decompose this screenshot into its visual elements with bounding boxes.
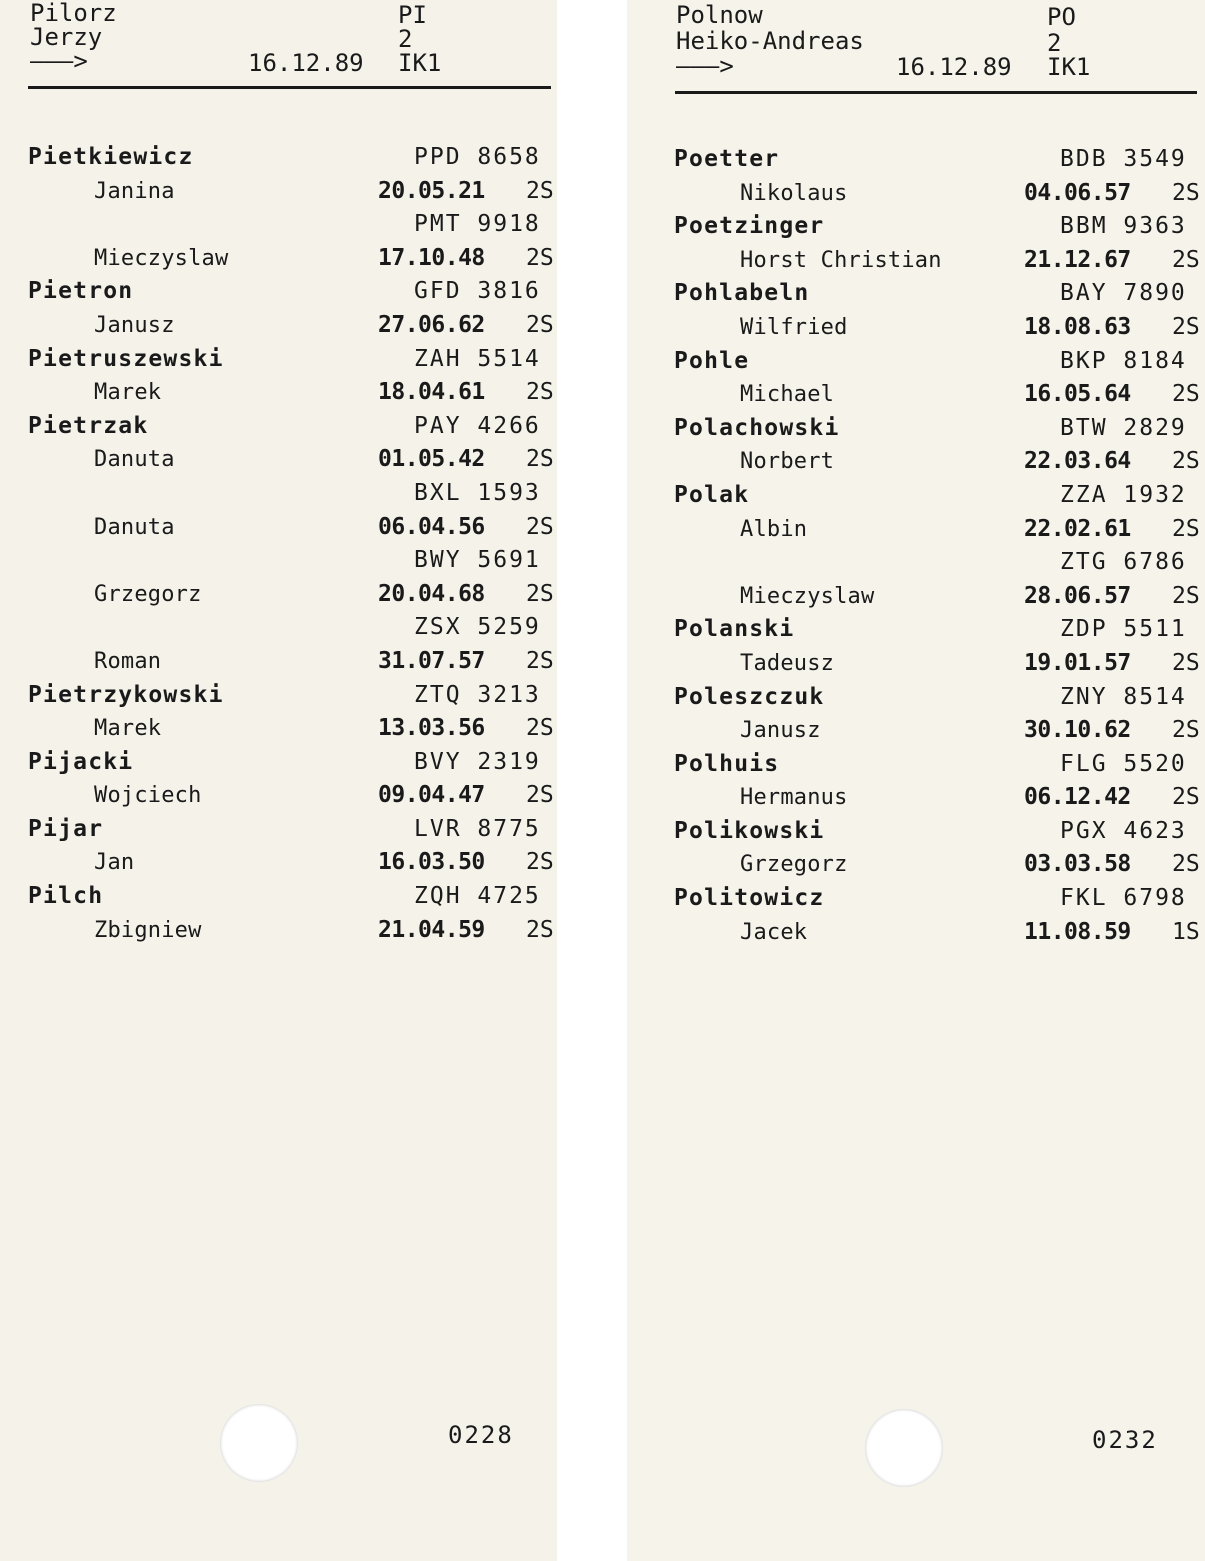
entry-surname: Pohle	[674, 347, 750, 374]
entry-flag: 2S	[1172, 717, 1200, 744]
entry-row	[674, 580, 1205, 614]
entry-surname: Pilch	[28, 883, 104, 910]
entry-date: 22.03.64	[1024, 448, 1131, 475]
entry-row	[674, 513, 1205, 547]
entry-code: BDB 3549	[1060, 146, 1187, 172]
index-slip-right	[627, 0, 1205, 1561]
entry-row	[674, 748, 1205, 782]
entry-code: FKL 6798	[1060, 885, 1187, 912]
entry-code: PPD 8658	[414, 144, 541, 170]
entry-flag: 2S	[1172, 582, 1200, 609]
entry-flag: 2S	[526, 715, 554, 742]
entry-code: BVY 2319	[414, 748, 541, 775]
entry-row	[28, 242, 557, 276]
entry-given-name: Hermanus	[740, 785, 848, 811]
entry-row	[28, 477, 557, 511]
header-given-name: Heiko-Andreas	[676, 27, 864, 55]
entry-given-name: Albin	[740, 516, 808, 542]
entry-row	[28, 309, 557, 343]
entry-row	[674, 378, 1205, 412]
entry-code: PGX 4623	[1060, 817, 1187, 844]
entry-code: ZNY 8514	[1060, 683, 1187, 710]
entry-code: ZTG 6786	[1060, 549, 1187, 576]
entry-row	[674, 244, 1205, 278]
entry-surname: Poleszczuk	[674, 683, 825, 710]
entry-row	[674, 613, 1205, 647]
entry-date: 27.06.62	[378, 311, 485, 338]
entry-surname: Pijar	[28, 815, 104, 842]
entry-date: 09.04.47	[378, 782, 485, 809]
entry-given-name: Danuta	[94, 447, 175, 473]
entry-row	[674, 681, 1205, 715]
header-surname: Polnow	[676, 1, 763, 29]
entry-date: 06.04.56	[378, 513, 485, 540]
entry-date: 16.03.50	[378, 849, 485, 876]
entry-given-name: Wilfried	[740, 314, 848, 340]
entry-given-name: Janusz	[94, 312, 175, 338]
entry-row	[28, 712, 557, 746]
entry-row	[674, 277, 1205, 311]
entry-flag: 2S	[1172, 313, 1200, 340]
entry-date: 22.02.61	[1024, 515, 1131, 542]
entry-given-name: Marek	[94, 716, 162, 742]
entry-flag: 2S	[526, 849, 554, 876]
entry-date: 18.04.61	[378, 379, 485, 406]
entry-date: 13.03.56	[378, 715, 485, 742]
entry-flag: 2S	[526, 580, 554, 607]
header-code-mid: 2	[1047, 29, 1062, 57]
entry-date: 18.08.63	[1024, 313, 1131, 340]
entry-date: 01.05.42	[378, 446, 485, 473]
entry-flag: 2S	[1172, 381, 1200, 408]
entry-code: ZZA 1932	[1060, 481, 1187, 508]
entry-row	[28, 846, 557, 880]
entry-code: ZDP 5511	[1060, 616, 1187, 643]
header-date: 16.12.89	[896, 53, 1012, 81]
header-surname: Pilorz	[30, 0, 117, 27]
entry-row	[28, 544, 557, 578]
header-code-bottom: IK1	[398, 49, 442, 77]
entry-code: BKP 8184	[1060, 347, 1187, 374]
entry-row	[674, 546, 1205, 580]
entry-date: 21.04.59	[378, 916, 485, 943]
entry-date: 20.05.21	[378, 177, 485, 204]
entry-row	[28, 376, 557, 410]
entry-given-name: Jacek	[740, 919, 808, 945]
header-code-bottom: IK1	[1047, 53, 1091, 81]
entry-code: GFD 3816	[414, 278, 541, 305]
slip-number: 0228	[448, 1421, 514, 1449]
entry-row	[28, 813, 557, 847]
entry-row	[674, 345, 1205, 379]
entry-row	[28, 511, 557, 545]
entry-list	[674, 143, 1205, 949]
entry-list	[28, 141, 557, 947]
punch-hole	[865, 1409, 943, 1487]
entry-row	[674, 412, 1205, 446]
entry-date: 21.12.67	[1024, 246, 1131, 273]
entry-flag: 2S	[526, 379, 554, 406]
entry-row	[28, 141, 557, 175]
entry-date: 17.10.48	[378, 244, 485, 271]
entry-given-name: Nikolaus	[740, 180, 848, 206]
entry-code: ZTQ 3213	[414, 681, 541, 708]
entry-given-name: Marek	[94, 380, 162, 406]
entry-row	[674, 479, 1205, 513]
entry-code: FLG 5520	[1060, 750, 1187, 777]
entry-flag: 2S	[526, 647, 554, 674]
entry-given-name: Michael	[740, 382, 835, 408]
entry-given-name: Wojciech	[94, 783, 202, 809]
header-given-name: Jerzy	[30, 23, 103, 51]
entry-surname: Polachowski	[674, 414, 840, 441]
entry-row	[674, 143, 1205, 177]
entry-code: BTW 2829	[1060, 414, 1187, 441]
entry-given-name: Janina	[94, 178, 175, 204]
entry-given-name: Roman	[94, 648, 162, 674]
entry-given-name: Grzegorz	[740, 852, 848, 878]
entry-given-name: Grzegorz	[94, 581, 202, 607]
entry-given-name: Tadeusz	[740, 650, 835, 676]
entry-date: 20.04.68	[378, 580, 485, 607]
entry-row	[674, 815, 1205, 849]
entry-surname: Pietron	[28, 278, 134, 305]
entry-code: ZQH 4725	[414, 883, 541, 910]
entry-row	[28, 779, 557, 813]
entry-row	[28, 880, 557, 914]
entry-surname: Polhuis	[674, 750, 780, 777]
entry-code: PMT 9918	[414, 211, 541, 238]
entry-row	[28, 746, 557, 780]
entry-flag: 2S	[526, 513, 554, 540]
entry-surname: Pohlabeln	[674, 280, 810, 307]
entry-surname: Pietrzak	[28, 412, 149, 439]
entry-row	[674, 848, 1205, 882]
entry-flag: 2S	[526, 244, 554, 271]
entry-code: BWY 5691	[414, 547, 541, 574]
entry-date: 04.06.57	[1024, 179, 1131, 206]
entry-row	[674, 210, 1205, 244]
entry-surname: Polikowski	[674, 817, 825, 844]
entry-surname: Pietrzykowski	[28, 681, 224, 708]
punch-hole	[220, 1404, 298, 1482]
entry-row	[28, 914, 557, 948]
entry-flag: 2S	[1172, 649, 1200, 676]
entry-date: 30.10.62	[1024, 717, 1131, 744]
entry-code: ZSX 5259	[414, 614, 541, 641]
entry-row	[28, 175, 557, 209]
entry-flag: 2S	[526, 916, 554, 943]
entry-code: BXL 1593	[414, 479, 541, 506]
entry-given-name: Mieczyslaw	[94, 245, 229, 271]
entry-given-name: Zbigniew	[94, 917, 202, 943]
entry-flag: 2S	[526, 177, 554, 204]
entry-date: 28.06.57	[1024, 582, 1131, 609]
entry-given-name: Mieczyslaw	[740, 583, 875, 609]
entry-surname: Polak	[674, 481, 750, 508]
entry-code: PAY 4266	[414, 412, 541, 439]
entry-code: BAY 7890	[1060, 280, 1187, 307]
entry-surname: Pietkiewicz	[28, 144, 194, 170]
header-rule	[675, 91, 1197, 94]
header-date: 16.12.89	[248, 49, 364, 77]
entry-row	[28, 208, 557, 242]
header-arrow: ———>	[676, 52, 734, 80]
entry-row	[28, 343, 557, 377]
index-slip-left	[0, 0, 557, 1561]
entry-row	[674, 445, 1205, 479]
entry-row	[674, 647, 1205, 681]
entry-row	[28, 679, 557, 713]
entry-surname: Politowicz	[674, 885, 825, 912]
entry-row	[674, 781, 1205, 815]
entry-code: ZAH 5514	[414, 345, 541, 372]
entry-given-name: Jan	[94, 850, 135, 876]
header-code-top: PO	[1047, 3, 1076, 31]
entry-given-name: Danuta	[94, 514, 175, 540]
entry-given-name: Janusz	[740, 718, 821, 744]
entry-flag: 2S	[526, 311, 554, 338]
entry-flag: 2S	[526, 446, 554, 473]
entry-row	[28, 645, 557, 679]
entry-date: 16.05.64	[1024, 381, 1131, 408]
slip-number: 0232	[1092, 1426, 1158, 1454]
entry-date: 31.07.57	[378, 647, 485, 674]
entry-code: BBM 9363	[1060, 213, 1187, 240]
entry-flag: 1S	[1172, 918, 1200, 945]
entry-date: 03.03.58	[1024, 851, 1131, 878]
entry-row	[28, 578, 557, 612]
entry-row	[674, 882, 1205, 916]
entry-flag: 2S	[1172, 246, 1200, 273]
entry-row	[28, 443, 557, 477]
entry-row	[674, 714, 1205, 748]
entry-surname: Pijacki	[28, 748, 134, 775]
entry-flag: 2S	[1172, 179, 1200, 206]
entry-flag: 2S	[1172, 515, 1200, 542]
entry-given-name: Norbert	[740, 449, 835, 475]
entry-row	[674, 916, 1205, 950]
entry-surname: Poetter	[674, 146, 780, 172]
entry-date: 06.12.42	[1024, 784, 1131, 811]
entry-row	[28, 410, 557, 444]
entry-date: 11.08.59	[1024, 918, 1131, 945]
entry-given-name: Horst Christian	[740, 247, 942, 273]
header-rule	[28, 86, 551, 89]
header-arrow: ———>	[30, 47, 88, 75]
entry-flag: 2S	[1172, 448, 1200, 475]
entry-row	[28, 275, 557, 309]
entry-surname: Poetzinger	[674, 213, 825, 240]
entry-flag: 2S	[526, 782, 554, 809]
entry-flag: 2S	[1172, 784, 1200, 811]
entry-row	[28, 611, 557, 645]
header-code-mid: 2	[398, 25, 413, 53]
header-code-top: PI	[398, 1, 427, 29]
entry-row	[674, 311, 1205, 345]
entry-date: 19.01.57	[1024, 649, 1131, 676]
entry-surname: Polanski	[674, 616, 795, 643]
entry-row	[674, 177, 1205, 211]
entry-code: LVR 8775	[414, 815, 541, 842]
entry-surname: Pietruszewski	[28, 345, 224, 372]
entry-flag: 2S	[1172, 851, 1200, 878]
